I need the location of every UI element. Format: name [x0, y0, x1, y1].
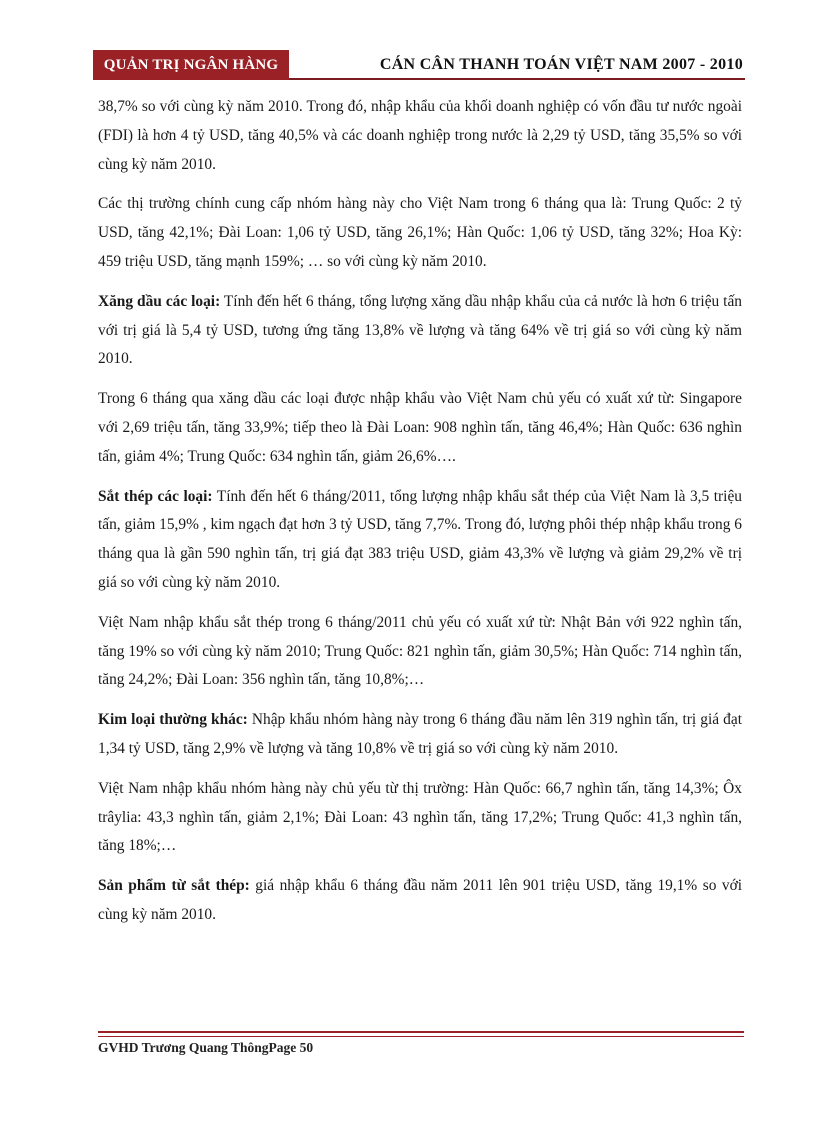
- page-footer: GVHD Trương Quang ThôngPage 50: [98, 1040, 314, 1055]
- page-header: [93, 50, 745, 80]
- paragraph: [98, 706, 742, 764]
- paragraph: [98, 775, 742, 861]
- paragraph: [98, 288, 742, 374]
- header-title: CÁN CÂN THANH TOÁN VIỆT NAM 2007 - 2010: [379, 56, 743, 73]
- paragraph-lead: Sắt thép các loại:: [98, 487, 213, 505]
- paragraph-text: Nhập khẩu nhóm hàng này trong 6 tháng đầu năm lên 319 nghìn tấn, trị giá đạt 1,34 tỷ USD, tăng 2,9% về lượng và tăng 10,8% về trị giá so với cùng kỳ năm 2010.: [98, 711, 742, 757]
- paragraph-text: Trong 6 tháng qua xăng dầu các loại được nhập khẩu vào Việt Nam chủ yếu có xuất xứ từ: Singapore với 2,69 triệu tấn, tăng 33,9%; tiếp theo là Đài Loan: 908 nghìn tấn, tăng 46,4%; Hàn Quốc: 636 nghìn tấn, giảm 4%; Trung Quốc: 634 nghìn tấn, giảm 26,6%….: [98, 390, 742, 465]
- footer-rule: [98, 1036, 744, 1037]
- paragraph: [98, 872, 742, 930]
- paragraph: [98, 93, 742, 179]
- paragraph-lead: Xăng dầu các loại:: [98, 292, 221, 310]
- paragraph: [98, 483, 742, 598]
- paragraph-text: giá nhập khẩu 6 tháng đầu năm 2011 lên 901 triệu USD, tăng 19,1% so với cùng kỳ năm 2010.: [98, 877, 742, 923]
- paragraph-text: Các thị trường chính cung cấp nhóm hàng này cho Việt Nam trong 6 tháng qua là: Trung Quốc: 2 tỷ USD, tăng 42,1%; Đài Loan: 1,06 tỷ USD, tăng 26,1%; Hàn Quốc: 1,06 tỷ USD, tăng 32%; Hoa Kỳ: 459 triệu USD, tăng mạnh 159%; … so với cùng kỳ năm 2010.: [98, 195, 742, 270]
- header-rule: [289, 78, 745, 80]
- paragraph-text: Việt Nam nhập khẩu nhóm hàng này chủ yếu từ thị trường: Hàn Quốc: 66,7 nghìn tấn, tăng 14,3%; Ôx trâylia: 43,3 nghìn tấn, giảm 2,1%; Đài Loan: 43 nghìn tấn, tăng 17,2%; Trung Quốc: 41,3 nghìn tấn, tăng 18%;…: [98, 779, 742, 855]
- paragraph: [98, 190, 742, 276]
- paragraph: [98, 609, 742, 695]
- paragraph-text: 38,7% so với cùng kỳ năm 2010. Trong đó, nhập khẩu của khối doanh nghiệp có vốn đầu tư nước ngoài (FDI) là hơn 4 tỷ USD, tăng 40,5% và các doanh nghiệp trong nước là 2,29 tỷ USD, tăng 35,5% so với cùng kỳ năm 2010.: [98, 98, 742, 173]
- header-section-label: QUẢN TRỊ NGÂN HÀNG: [93, 50, 289, 80]
- paragraph-text: Tính đến hết 6 tháng, tổng lượng xăng dầu nhập khẩu của cả nước là hơn 6 triệu tấn với trị giá là 5,4 tỷ USD, tương ứng tăng 13,8% về lượng và tăng 64% về trị giá so với cùng kỳ năm 2010.: [98, 292, 742, 368]
- footer-rule: [98, 1031, 744, 1033]
- paragraph-text: Việt Nam nhập khẩu sắt thép trong 6 tháng/2011 chủ yếu có xuất xứ từ: Nhật Bản với 922 nghìn tấn, tăng 19% so với cùng kỳ năm 2010; Trung Quốc: 821 nghìn tấn, giảm 30,5%; Hàn Quốc: 714 nghìn tấn, tăng 24,2%; Đài Loan: 356 nghìn tấn, tăng 10,8%;…: [98, 613, 742, 689]
- paragraph-lead: Kim loại thường khác:: [98, 711, 248, 729]
- paragraph-text: Tính đến hết 6 tháng/2011, tổng lượng nhập khẩu sắt thép của Việt Nam là 3,5 triệu tấn, giảm 15,9% , kim ngạch đạt hơn 3 tỷ USD, tăng 7,7%. Trong đó, lượng phôi thép nhập khẩu trong 6 tháng qua là gần 590 nghìn tấn, trị giá đạt 383 triệu USD, giảm 43,3% về lượng và giảm 29,2% về trị giá so với cùng kỳ năm 2010.: [98, 487, 742, 591]
- document-body: [98, 93, 742, 941]
- paragraph: [98, 385, 742, 471]
- paragraph-lead: Sản phẩm từ sắt thép:: [98, 877, 250, 895]
